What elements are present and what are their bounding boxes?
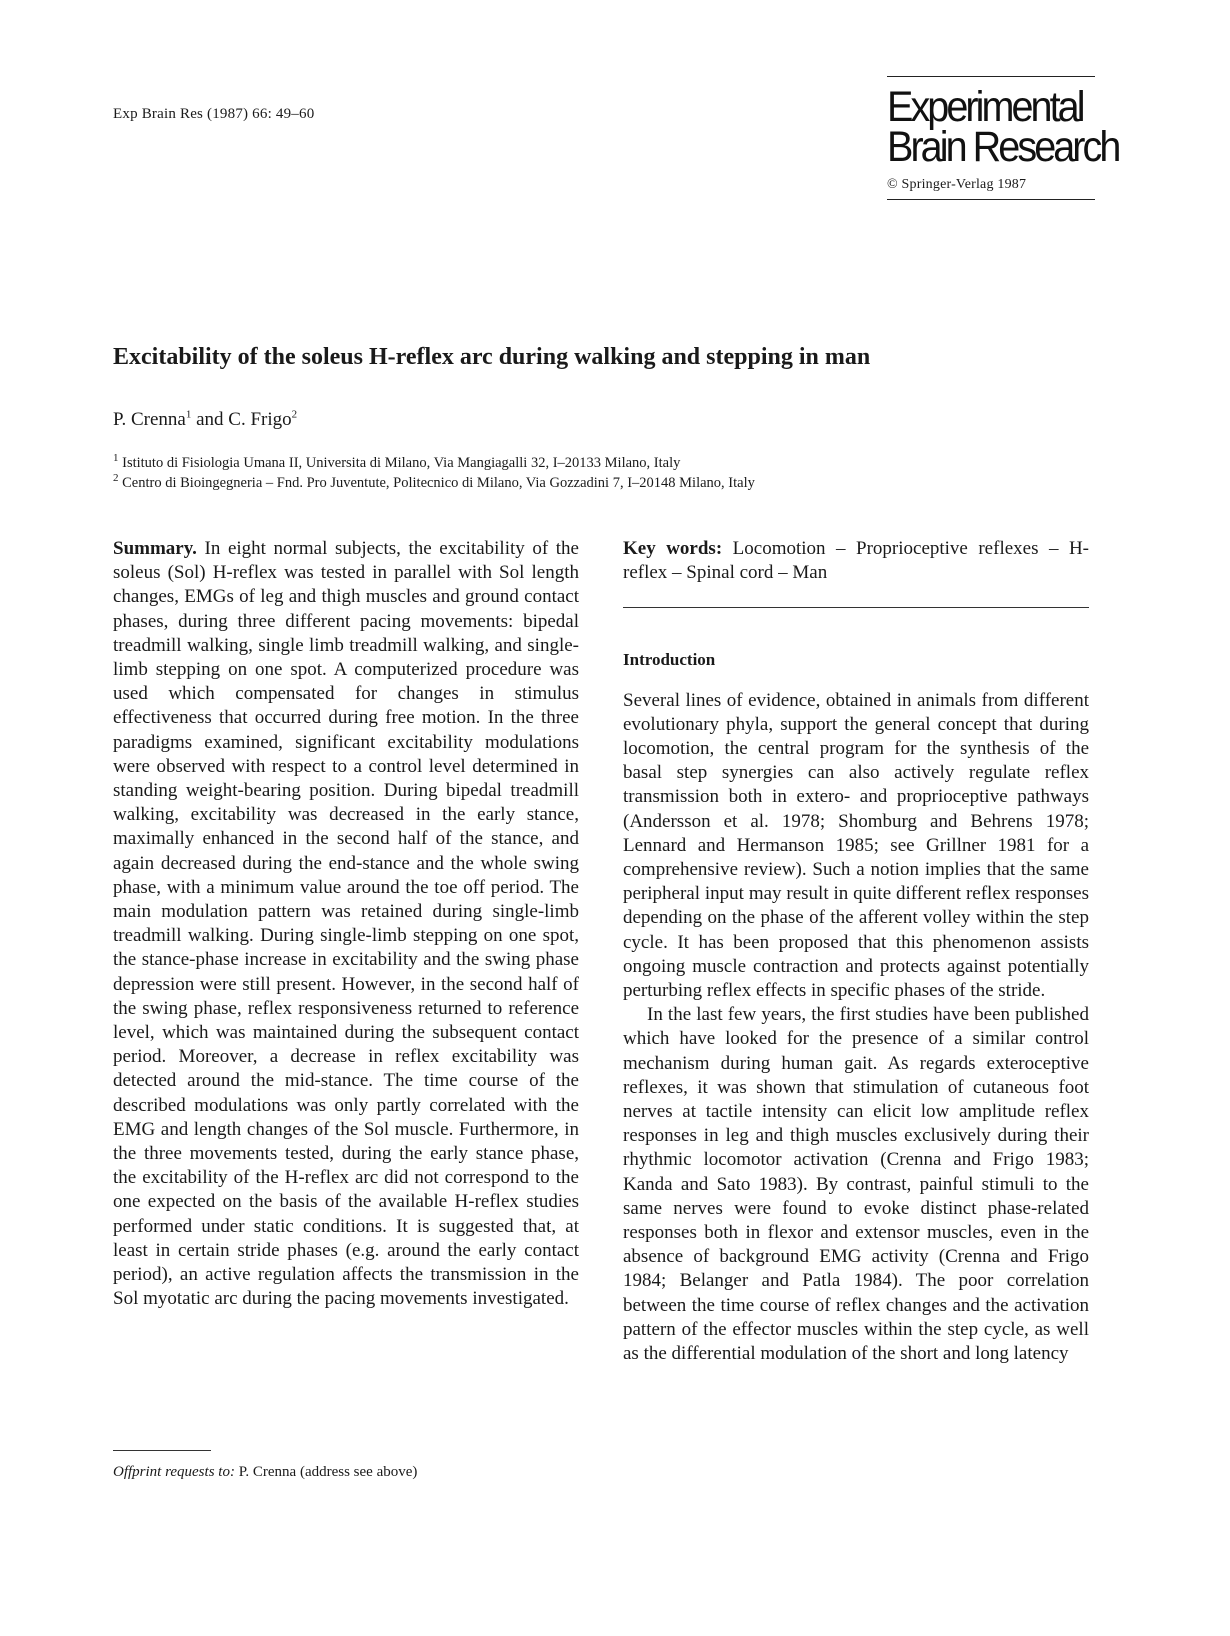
left-column: [113, 537, 579, 1312]
article-title: Excitability of the soleus H-reflex arc during walking and stepping in man: [113, 344, 871, 370]
intro-paragraph: In the last few years, the first studies have been published which have looked for the presence of a similar control mechanism during human gait. As regards exteroceptive reflexes, it was shown that stimulation of cutaneous foot nerves at tactile intensity can elicit low amplitude reflex responses in leg and thigh muscles exclusively during their rhythmic locomotor activation (Crenna and Frigo 1983; Kanda and Sato 1983). By contrast, painful stimuli to the same nerves were found to evoke distinct phase-related responses both in flexor and extensor muscles, even in the absence of background EMG activity (Crenna and Frigo 1984; Belanger and Patla 1984). The poor correlation between the time course of reflex changes and the activation pattern of the effector muscles within the step cycle, as well as the differential modulation of the short and long latency: [623, 1004, 1089, 1365]
author-conjunction: and: [191, 409, 229, 430]
affiliation-mark: 2: [113, 472, 119, 485]
affiliation: [113, 473, 755, 493]
affiliation-mark: 2: [291, 408, 298, 421]
affiliation: [113, 453, 755, 473]
summary-paragraph: [113, 537, 579, 1312]
affiliation-text: Istituto di Fisiologia Umana II, Universita di Milano, Via Mangiagalli 32, I–20133 Milano, Italy: [122, 455, 681, 471]
affiliation-text: Centro di Bioingegneria – Fnd. Pro Juventute, Politecnico di Milano, Via Gozzadini 7, I–20148 Milano, Italy: [122, 475, 755, 491]
summary-text: In eight normal subjects, the excitability of the soleus (Sol) H-reflex was tested in parallel with Sol length changes, EMGs of leg and thigh muscles and ground contact phases, during three different pacing movements: bipedal treadmill walking, single limb treadmill walking, and single-limb stepping on one spot. A computerized procedure was used which compensated for changes in stimulus effectiveness that occurred during free motion. In the three paradigms examined, significant excitability modulations were observed with respect to a control level determined in standing weight-bearing position. During bipedal treadmill walking, excitability was decreased in the early stance, maximally enhanced in the second half of the stance, and again decreased during the end-stance and the whole swing phase, with a minimum value around the toe off period. The main modulation pattern was retained during single-limb treadmill walking. During single-limb stepping on one spot, the stance-phase increase in excitability and the swing phase depression were still present. However, in the second half of the swing phase, reflex responsiveness returned to reference level, which was maintained during the subsequent contact period. Moreover, a decrease in reflex excitability was detected around the mid-stance. The time course of the described modulations was only partly correlated with the EMG and length changes of the Sol muscle. Furthermore, in the three movements tested, during the early stance phase, the excitability of the H-reflex arc did not correspond to the one expected on the basis of the available H-reflex studies performed under static conditions. It is suggested that, at least in certain stride phases (e.g. around the early contact period), an active regulation affects the transmission in the Sol myotatic arc during the pacing movements investigated.: [113, 538, 579, 1310]
affiliations: [113, 453, 755, 493]
author-line: [113, 409, 297, 431]
affiliation-mark: 1: [113, 452, 119, 465]
affiliation-mark: 1: [185, 408, 192, 421]
logo-top-rule: [887, 76, 1095, 77]
intro-paragraph: Several lines of evidence, obtained in animals from different evolutionary phyla, support the general concept that during locomotion, the central program for the synthesis of the basal step synergies can also actively regulate reflex transmission both in extero- and proprioceptive pathways (Andersson et al. 1978; Shomburg and Behrens 1978; Lennard and Hermanson 1985; see Grillner 1981 for a comprehensive review). Such a notion implies that the same peripheral input may result in quite different reflex responses depending on the phase of the afferent volley within the step cycle. It has been proposed that this phenomenon assists ongoing muscle contraction and protects against potentially perturbing reflex effects in specific phases of the stride.: [623, 689, 1089, 1002]
journal-citation: Exp Brain Res (1987) 66: 49–60: [113, 106, 315, 122]
section-heading-introduction: Introduction: [623, 650, 716, 670]
copyright-notice: © Springer-Verlag 1987: [887, 177, 1027, 192]
summary-label: Summary.: [113, 538, 197, 559]
keywords-label: Key words:: [623, 538, 723, 559]
offprint-text: P. Crenna (address see above): [234, 1464, 418, 1480]
right-column: [623, 537, 1089, 1366]
journal-logo-block: [887, 76, 1119, 200]
offprint-footnote: [113, 1464, 417, 1481]
keywords-divider: [623, 607, 1089, 608]
logo-bottom-rule: [887, 199, 1095, 200]
keywords-paragraph: [623, 537, 1089, 585]
keywords-text: Locomotion – Proprioceptive reflexes – H-reflex – Spinal cord – Man: [623, 538, 1090, 584]
journal-logo-line1: Experimental: [887, 83, 1083, 131]
footnote-rule: [113, 1450, 211, 1451]
author-name: C. Frigo: [228, 409, 292, 430]
offprint-label: Offprint requests to:: [113, 1464, 235, 1480]
journal-logo-line2: Brain Research: [887, 123, 1119, 171]
author-name: P. Crenna: [113, 409, 186, 430]
